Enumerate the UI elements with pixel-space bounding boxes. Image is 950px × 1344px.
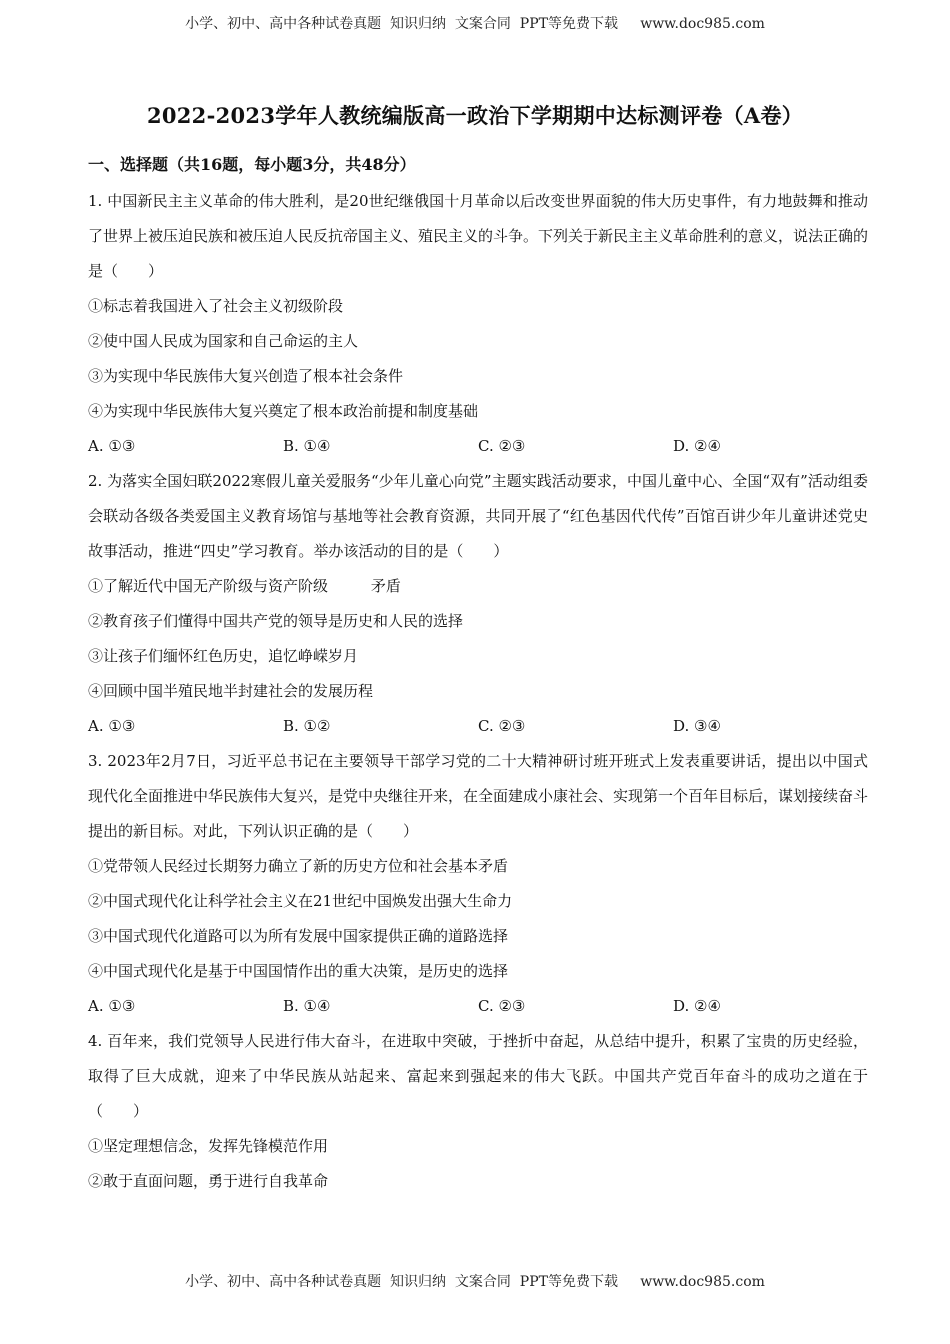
statement: ②中国式现代化让科学社会主义在21世纪中国焕发出强大生命力 bbox=[88, 892, 513, 910]
page-footer: 小学、初中、高中各种试卷真题 知识归纳 文案合同 PPT等免费下载 www.doc985.com bbox=[185, 1274, 765, 1290]
answer-options bbox=[88, 709, 868, 744]
option-a: A. ①③ bbox=[88, 997, 136, 1015]
option-d: D. ③④ bbox=[673, 717, 721, 735]
statement: ④中国式现代化是基于中国国情作出的重大决策，是历史的选择 bbox=[88, 962, 509, 980]
statement: ③中国式现代化道路可以为所有发展中国家提供正确的道路选择 bbox=[88, 927, 509, 945]
question-4 bbox=[88, 1024, 868, 1199]
option-c: C. ②③ bbox=[478, 717, 526, 735]
option-b: B. ①④ bbox=[283, 437, 331, 455]
statement: ①了解近代中国无产阶级与资产阶级 矛盾 bbox=[88, 577, 401, 595]
option-a: A. ①③ bbox=[88, 717, 136, 735]
option-d: D. ②④ bbox=[673, 997, 721, 1015]
option-a: A. ①③ bbox=[88, 437, 136, 455]
exam-title: 2022-2023学年人教统编版高一政治下学期期中达标测评卷（A卷） bbox=[146, 103, 804, 128]
question-stem: 3. 2023年2月7日，习近平总书记在主要领导干部学习党的二十大精神研讨班开班式上发表重要讲话，提出以中国式现代化全面推进中华民族伟大复兴，是党中央继往开来，在全面建成小康社会、实现第一个百年目标后，谋划接续奋斗提出的新目标。对此，下列认识正确的是（ ） bbox=[88, 752, 869, 840]
statement: ③让孩子们缅怀红色历史，追忆峥嵘岁月 bbox=[88, 647, 359, 665]
statement: ③为实现中华民族伟大复兴创造了根本社会条件 bbox=[88, 367, 404, 385]
statement: ②教育孩子们懂得中国共产党的领导是历史和人民的选择 bbox=[88, 612, 464, 630]
statement: ①标志着我国进入了社会主义初级阶段 bbox=[88, 297, 344, 315]
question-3 bbox=[88, 744, 868, 1024]
statement: ④回顾中国半殖民地半封建社会的发展历程 bbox=[88, 682, 374, 700]
option-b: B. ①④ bbox=[283, 997, 331, 1015]
statement: ②使中国人民成为国家和自己命运的主人 bbox=[88, 332, 359, 350]
statement: ①坚定理想信念，发挥先锋模范作用 bbox=[88, 1137, 329, 1155]
statement: ④为实现中华民族伟大复兴奠定了根本政治前提和制度基础 bbox=[88, 402, 479, 420]
page-header: 小学、初中、高中各种试卷真题 知识归纳 文案合同 PPT等免费下载 www.doc985.com bbox=[185, 16, 765, 32]
answer-options bbox=[88, 989, 868, 1024]
statement: ②敢于直面问题，勇于进行自我革命 bbox=[88, 1172, 329, 1190]
option-c: C. ②③ bbox=[478, 437, 526, 455]
question-stem: 1. 中国新民主主义革命的伟大胜利，是20世纪继俄国十月革命以后改变世界面貌的伟大历史事件，有力地鼓舞和推动了世界上被压迫民族和被压迫人民反抗帝国主义、殖民主义的斗争。下列关于新民主主义革命胜利的意义，说法正确的是（ ） bbox=[88, 192, 869, 280]
question-1 bbox=[88, 184, 868, 464]
question-stem: 2. 为落实全国妇联2022寒假儿童关爱服务“少年儿童心向党”主题实践活动要求，中国儿童中心、全国“双有”活动组委会联动各级各类爱国主义教育场馆与基地等社会教育资源，共同开展了“红色基因代代传”百馆百讲少年儿童讲述党史故事活动，推进“四史”学习教育。举办该活动的目的是（ ） bbox=[88, 472, 868, 560]
option-b: B. ①② bbox=[283, 717, 331, 735]
questions bbox=[88, 184, 868, 1199]
question-stem: 4. 百年来，我们党领导人民进行伟大奋斗，在进取中突破，于挫折中奋起，从总结中提升，积累了宝贵的历史经验，取得了巨大成就，迎来了中华民族从站起来、富起来到强起来的伟大飞跃。中国共产党百年奋斗的成功之道在于（ ） bbox=[88, 1032, 868, 1120]
option-d: D. ②④ bbox=[673, 437, 721, 455]
option-c: C. ②③ bbox=[478, 997, 526, 1015]
statement: ①党带领人民经过长期努力确立了新的历史方位和社会基本矛盾 bbox=[88, 857, 509, 875]
answer-options bbox=[88, 429, 868, 464]
section-heading: 一、选择题（共16题，每小题3分，共48分） bbox=[88, 155, 416, 174]
question-2 bbox=[88, 464, 868, 744]
